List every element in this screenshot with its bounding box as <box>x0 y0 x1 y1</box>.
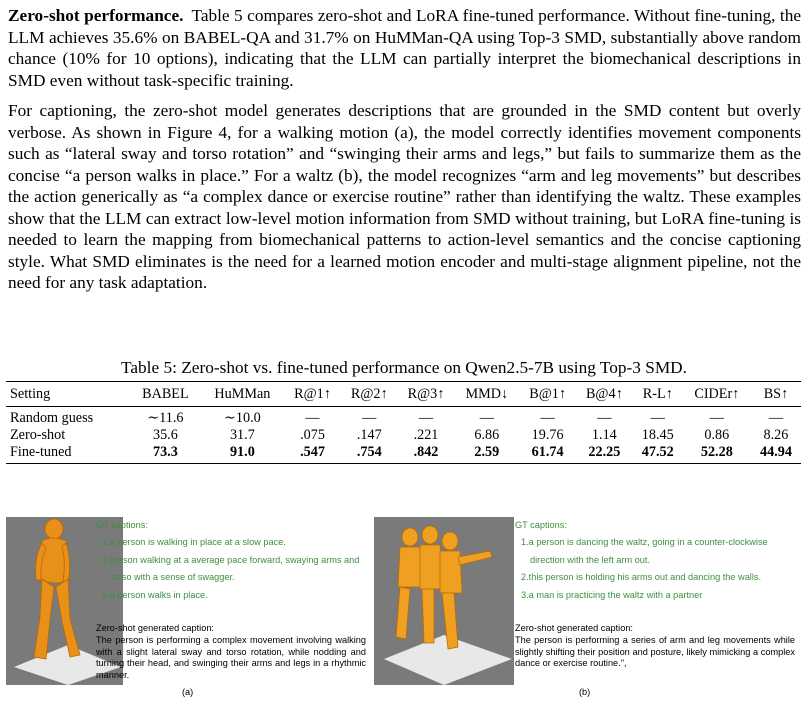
table-cell: — <box>597 410 612 426</box>
table-row <box>6 444 801 464</box>
table-cell: .147 <box>356 427 382 443</box>
generated-caption-title: Zero-shot generated caption: <box>515 623 633 633</box>
table-cell: 1.14 <box>591 427 617 443</box>
table-cell: .842 <box>398 444 455 464</box>
table-cell: 18.45 <box>641 427 674 443</box>
gt-captions-list <box>521 534 768 604</box>
table-cell: — <box>362 410 377 426</box>
table-cell: — <box>540 410 555 426</box>
paragraph-text: Table 5 compares zero-shot and LoRA fine-tuned performance. Without fine-tuning, the LLM achieves 35.6% on BABEL-QA and 31.7% on HuMMan-QA using Top-3 SMD, substantially above random chance (10% for 10 options), indicating that the LLM can partially interpret the biomechanical descriptions in SMD even without task-specific training. <box>8 6 802 90</box>
table-cell: ∼11.6 <box>147 410 184 426</box>
gt-caption-item: 3.a man is practicing the waltz with a partner <box>521 589 703 600</box>
table-header-cell: MMD↓ <box>454 382 519 407</box>
table-header-cell: R-L↑ <box>633 382 683 407</box>
gt-caption-item: torso with a sense of swagger. <box>111 572 235 582</box>
table-cell: Fine-tuned <box>6 444 130 464</box>
table-cell: .075 <box>300 427 325 443</box>
table-cell: 2.59 <box>454 444 519 464</box>
table-cell: 47.52 <box>633 444 683 464</box>
table-cell: 22.25 <box>576 444 633 464</box>
table-cell: 8.26 <box>763 427 789 443</box>
table-cell: 19.76 <box>531 427 564 443</box>
table-cell: ∼10.0 <box>224 410 261 426</box>
gt-caption-item: 2.person walking at a average pace forward, swaying arms and <box>102 554 360 565</box>
table-cell: — <box>479 410 494 426</box>
table-header-row <box>6 382 801 407</box>
gt-captions-list <box>102 534 359 604</box>
generated-caption-text: The person is performing a series of arm and leg movements while slightly shifting their position and posture, likely mimicking a complex dance or exercise routine.", <box>515 635 795 668</box>
gt-captions-title: GT captions: <box>96 520 148 530</box>
paragraph-runin-heading: Zero-shot performance. <box>8 6 184 25</box>
table-header-cell: R@1↑ <box>284 382 341 407</box>
table-cell: — <box>709 410 724 426</box>
gt-caption-item: 1.a person is dancing the waltz, going in a counter-clockwise <box>521 537 768 547</box>
table-header-cell: HuMMan <box>201 382 285 407</box>
table-cell: .547 <box>284 444 341 464</box>
table-header-cell: B@4↑ <box>576 382 633 407</box>
table-cell: — <box>418 410 434 426</box>
table-cell: 52.28 <box>683 444 751 464</box>
results-table <box>6 381 801 464</box>
gt-caption-item: 2.this person is holding his arms out and dancing the walls. <box>521 572 762 582</box>
table-cell: 0.86 <box>704 427 730 443</box>
table-cell: 44.94 <box>751 444 801 464</box>
table-cell: — <box>768 410 784 426</box>
table-cell: Random guess <box>10 410 94 426</box>
generated-caption-title: Zero-shot generated caption: <box>96 623 214 633</box>
gt-captions-title: GT captions: <box>515 520 567 530</box>
gt-caption-item: direction with the left arm out. <box>530 554 651 565</box>
subfigure-label-a: (a) <box>182 687 194 697</box>
table-cell: — <box>650 410 665 426</box>
gt-caption-item: 3.a person walks in place. <box>102 589 208 600</box>
table-row <box>6 427 801 444</box>
table-header-cell: R@3↑ <box>398 382 455 407</box>
table-cell: .221 <box>413 427 439 443</box>
paragraph-captioning: For captioning, the zero-shot model generates descriptions that are grounded in the SMD content but overly verbose. As shown in Figure 4, for a walking motion (a), the model correctly identifies movement components such as “lateral sway and torso rotation” and “swinging their arms and legs,” but fails to summarize them as the concise “a person walks in place.” For a waltz (b), the model recognizes “arm and leg movements” but describes the action generically as “a complex dance or exercise routine” rather than identifying the waltz. These examples show that the LLM can extract low-level motion information from SMD without training, but LoRA fine-tuning is needed to learn the mapping from biomechanical patterns to action-level semantics and the concise captioning style. What SMD eliminates is the need for a learned motion encoder and multi-stage alignment pipeline, not the need for any task adaptation. <box>8 101 801 292</box>
table-header-cell: CIDEr↑ <box>683 382 751 407</box>
waltz-render-image <box>374 517 514 685</box>
table-header-cell: Setting <box>6 382 130 407</box>
table-caption: Table 5: Zero-shot vs. fine-tuned performance on Qwen2.5-7B using Top-3 SMD. <box>121 358 687 377</box>
table-body <box>6 407 801 464</box>
figure-panel-b <box>374 517 806 704</box>
table-header-cell: BABEL <box>130 382 200 407</box>
table-cell: .754 <box>341 444 398 464</box>
table-cell: 91.0 <box>201 444 285 464</box>
subfigure-label-b: (b) <box>579 687 591 697</box>
table-cell: Zero-shot <box>10 427 66 443</box>
generated-caption-text: The person is performing a complex movement involving walking with a slight lateral sway and torso rotation, while nodding and turning their head, and swinging their arms and legs in a rhythmic manner. <box>96 635 366 680</box>
table-cell: 6.86 <box>474 427 500 443</box>
paragraph-zero-shot <box>8 5 801 91</box>
table-header-cell: B@1↑ <box>519 382 576 407</box>
gt-caption-item: 1.a person is walking in place at a slow pace. <box>102 537 286 547</box>
table-cell: — <box>305 410 320 426</box>
table-cell: 31.7 <box>229 427 255 443</box>
table-row <box>6 407 801 428</box>
figure-panel-a <box>6 517 398 704</box>
table-cell: 35.6 <box>152 427 178 443</box>
table-header-cell: BS↑ <box>751 382 801 407</box>
table-cell: 61.74 <box>519 444 576 464</box>
table-cell: 73.3 <box>130 444 200 464</box>
table-header-cell: R@2↑ <box>341 382 398 407</box>
